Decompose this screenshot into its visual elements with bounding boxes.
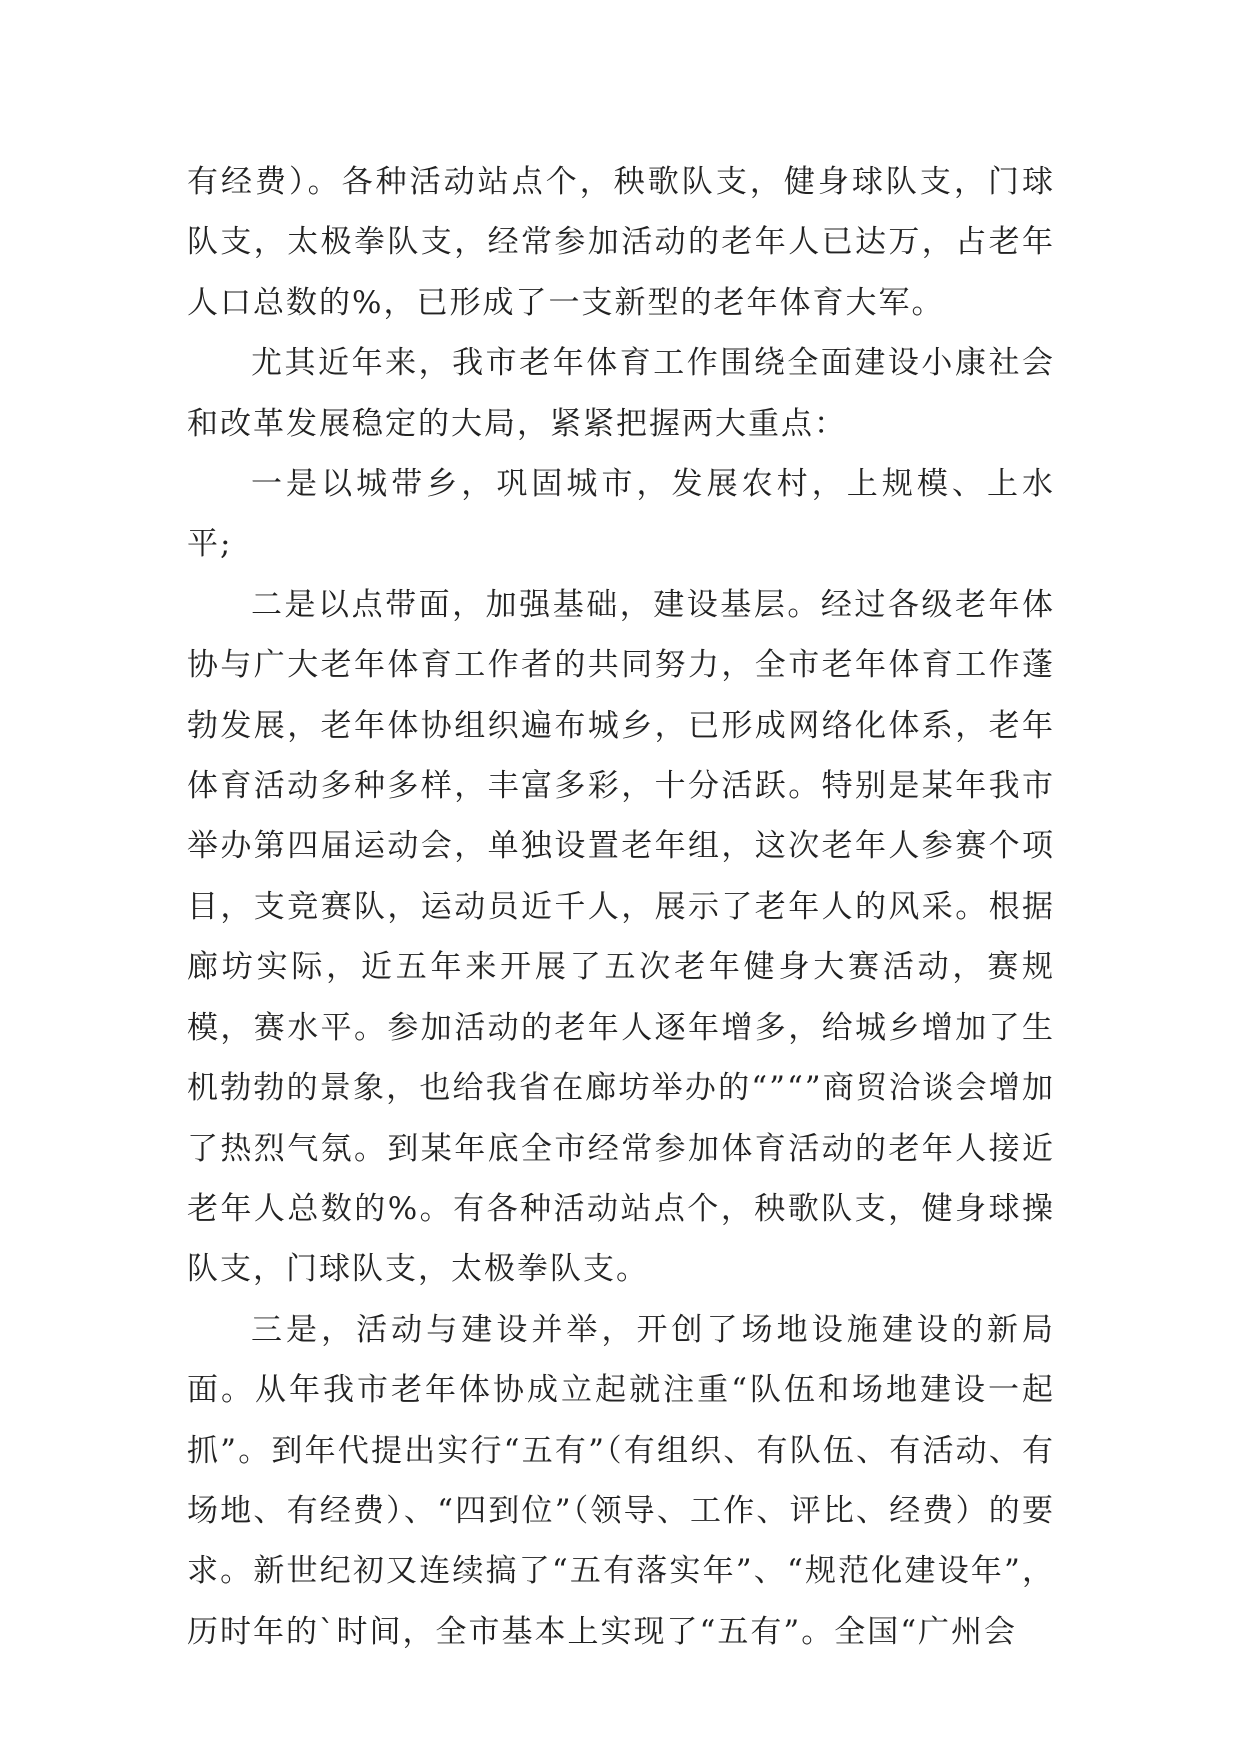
paragraph-point-one: 一是以城带乡，巩固城市，发展农村，上规模、上水平;	[187, 466, 1055, 563]
document-body	[187, 152, 1055, 1662]
paragraph-point-three: 三是，活动与建设并举，开创了场地设施建设的新局面。从年我市老年体协成立起就注重“队伍和场地建设一起抓”。到年代提出实行“五有”（有组织、有队伍、有活动、有场地、有经费）、“四到位”（领导、工作、评比、经费）的要求。新世纪初又连续搞了“五有落实年”、“规范化建设年”，历时年的`时间，全市基本上实现了“五有”。全国“广州会	[187, 1311, 1055, 1650]
paragraph-continuation: 有经费）。各种活动站点个，秧歌队支，健身球队支，门球队支，太极拳队支，经常参加活动的老年人已达万，占老年人口总数的%，已形成了一支新型的老年体育大军。	[187, 164, 1055, 321]
paragraph-point-two: 二是以点带面，加强基础，建设基层。经过各级老年体协与广大老年体育工作者的共同努力，全市老年体育工作蓬勃发展，老年体协组织遍布城乡，已形成网络化体系，老年体育活动多种多样，丰富多彩，十分活跃。特别是某年我市举办第四届运动会，单独设置老年组，这次老年人参赛个项目，支竞赛队，运动员近千人，展示了老年人的风采。根据廊坊实际，近五年来开展了五次老年健身大赛活动，赛规模，赛水平。参加活动的老年人逐年增多，给城乡增加了生机勃勃的景象，也给我省在廊坊举办的“”“”商贸洽谈会增加了热烈气氛。到某年底全市经常参加体育活动的老年人接近老年人总数的%。有各种活动站点个，秧歌队支，健身球操队支，门球队支，太极拳队支。	[187, 586, 1055, 1288]
paragraph-key-points-intro: 尤其近年来，我市老年体育工作围绕全面建设小康社会和改革发展稳定的大局，紧紧把握两大重点：	[187, 345, 1055, 442]
